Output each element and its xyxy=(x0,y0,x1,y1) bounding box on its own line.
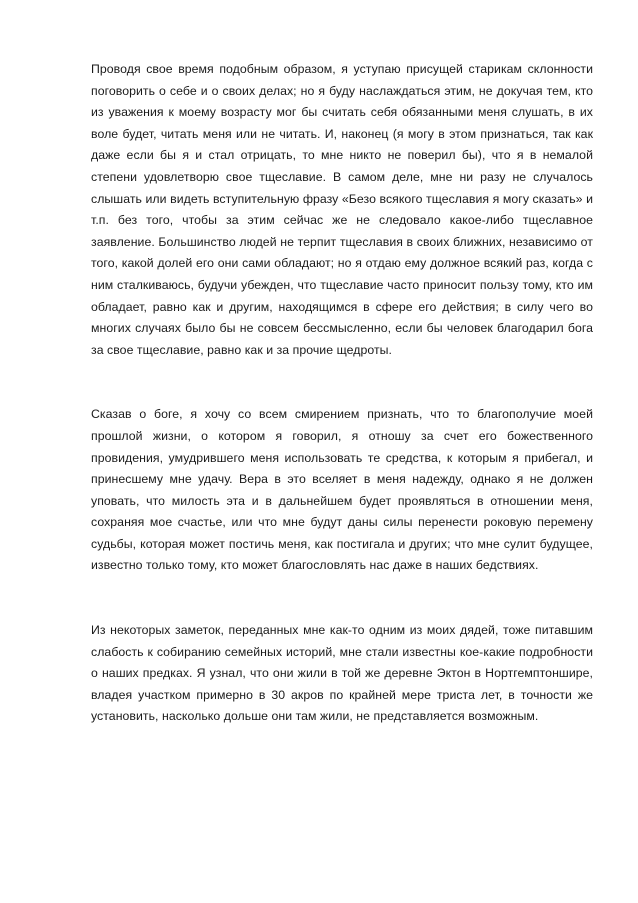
paragraph-2: Сказав о боге, я хочу со всем смирением признать, что то благополучие моей прошлой жизни, о котором я говорил, я отношу за счет его божественного провидения, умудрившего меня использовать те средства, к которым я прибегал, и принесшему мне удачу. Вера в это вселяет в меня надежду, однако я не должен уповать, что милость эта и в дальнейшем будет проявляться в отношении меня, сохраняя мое счастье, или что мне будут даны силы перенести роковую перемену судьбы, которая может постичь меня, как постигала и других; что мне сулит будущее, известно только тому, кто может благословлять нас даже в наших бедствиях. xyxy=(91,407,593,573)
paragraph-3: Из некоторых заметок, переданных мне как-то одним из моих дядей, тоже питавшим слабость к собиранию семейных историй, мне стали известны кое-какие подробности о наших предках. Я узнал, что они жили в той же деревне Эктон в Нортгемптоншире, владея участком примерно в 30 акров по крайней мере триста лет, в точности же установить, насколько дольше они там жили, не представляется возможным. xyxy=(91,623,593,724)
document-page xyxy=(91,59,593,728)
paragraph-1: Проводя свое время подобным образом, я уступаю присущей старикам склонности поговорить о себе и о своих делах; но я буду наслаждаться этим, не докучая тем, кто из уважения к моему возрасту мог бы считать себя обязанными меня слушать, в их воле будет, читать меня или не читать. И, наконец (я могу в этом признаться, так как даже если бы я и стал отрицать, то мне никто не поверил бы), что я в немалой степени удовлетворю свое тщеславие. В самом деле, мне ни разу не случалось слышать или видеть вступительную фразу «Безо всякого тщеславия я могу сказать» и т.п. без того, чтобы за этим сейчас же не следовало какое-либо тщеславное заявление. Большинство людей не терпит тщеславия в своих ближних, независимо от того, какой долей его они сами обладают; но я отдаю ему должное всякий раз, когда с ним сталкиваюсь, будучи убежден, что тщеславие часто приносит пользу тому, кто им обладает, равно как и другим, находящимся в сфере его действия; в силу чего во многих случаях было бы не совсем бессмысленно, если бы человек благодарил бога за свое тщеславие, равно как и за прочие щедроты. xyxy=(91,62,593,357)
